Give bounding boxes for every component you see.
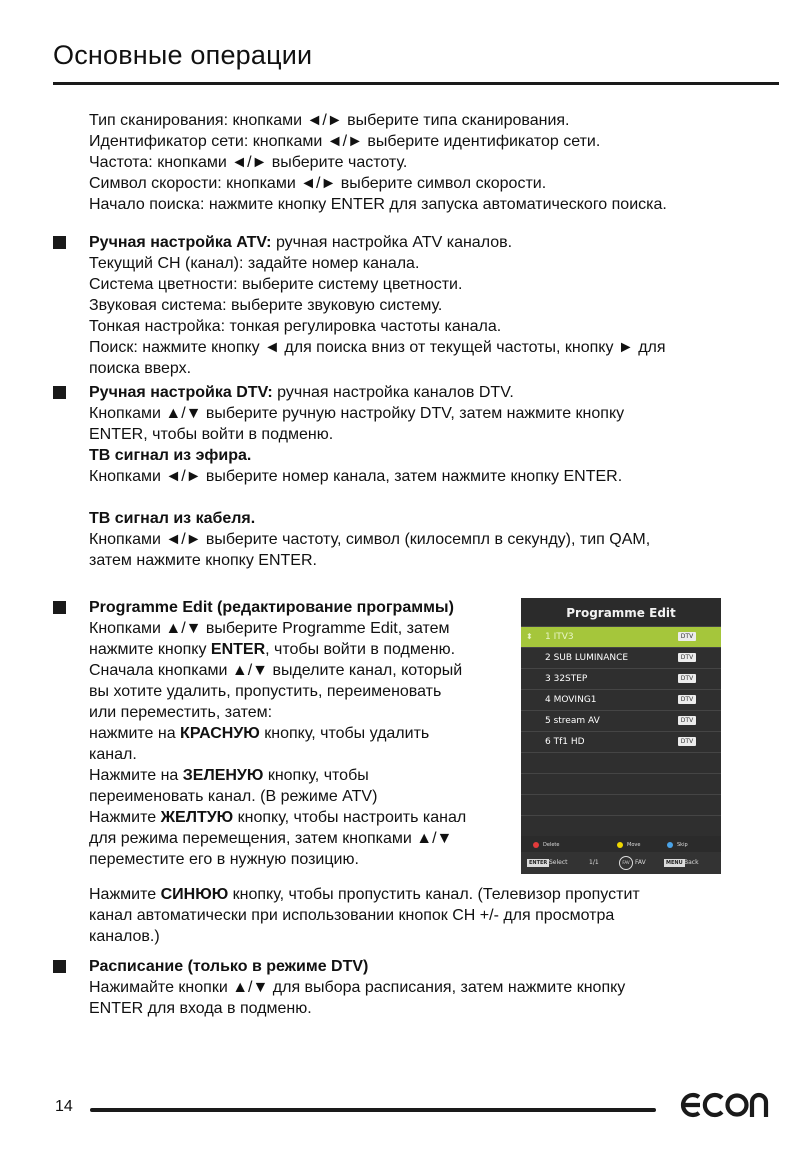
edit-line: или переместить, затем: <box>89 704 273 721</box>
econ-logo <box>679 1087 771 1123</box>
enter-key-text: ENTER <box>210 641 266 658</box>
footer-divider <box>90 1108 656 1112</box>
updown-arrow-icon: ⬍ <box>526 632 533 641</box>
edit-text: кнопку, чтобы <box>263 767 369 784</box>
edit-continued <box>89 884 749 947</box>
dtv-line: Кнопками ▲/▼ выберите ручную настройку DTV, затем нажмите кнопку <box>89 405 625 422</box>
dtv-heading: Ручная настройка DTV: <box>89 384 273 401</box>
channel-name: 4 MOVING1 <box>545 695 597 705</box>
red-dot-icon <box>533 842 539 848</box>
edit-line: Сначала кнопками ▲/▼ выделите канал, который <box>89 662 463 679</box>
cable-title: ТВ сигнал из кабеля. <box>89 510 256 527</box>
dtv-badge: DTV <box>678 716 696 725</box>
edit-heading: Programme Edit (редактирование программы) <box>89 599 454 616</box>
intro-line: Символ скорости: кнопками ◄/► выберите символ скорости. <box>89 175 547 192</box>
atv-line: Поиск: нажмите кнопку ◄ для поиска вниз от текущей частоты, кнопку ► для <box>89 339 666 356</box>
edit-text: Нажмите на <box>89 767 183 784</box>
enter-key-icon: ENTER <box>529 860 548 866</box>
page-title: Основные операции <box>53 40 313 70</box>
edit-text: Нажмите <box>89 886 161 903</box>
atv-line: Текущий CH (канал): задайте номер канала. <box>89 255 420 272</box>
dtv-badge: DTV <box>678 695 696 704</box>
schedule-line: Нажимайте кнопки ▲/▼ для выбора расписания, затем нажмите кнопку <box>89 979 626 996</box>
edit-line: канал автоматически при использовании кнопок CH +/- для просмотра <box>89 907 615 924</box>
schedule-heading: Расписание (только в режиме DTV) <box>89 958 369 975</box>
atv-line: поиска вверх. <box>89 360 192 377</box>
atv-line: Тонкая настройка: тонкая регулировка частоты канала. <box>89 318 502 335</box>
back-hint: Back <box>684 859 699 866</box>
edit-line: вы хотите удалить, пропустить, переименовать <box>89 683 442 700</box>
empty-row <box>521 752 721 773</box>
nav-key-bar <box>521 852 721 874</box>
tv-menu-title: Programme Edit <box>521 598 721 626</box>
air-title: ТВ сигнал из эфира. <box>89 447 252 464</box>
edit-text: кнопку, чтобы удалить <box>259 725 430 742</box>
dtv-badge: DTV <box>678 737 696 746</box>
red-button-text: КРАСНУЮ <box>180 725 260 742</box>
move-hint: Move <box>627 842 641 848</box>
channel-row <box>521 689 721 710</box>
atv-heading-rest: ручная настройка ATV каналов. <box>271 234 513 251</box>
cable-line: затем нажмите кнопку ENTER. <box>89 552 317 569</box>
bullet-square <box>53 386 66 399</box>
edit-text: , чтобы войти в подменю. <box>265 641 456 658</box>
dtv-badge: DTV <box>678 653 696 662</box>
fav-hint: FAV <box>635 859 646 866</box>
empty-row <box>521 794 721 815</box>
intro-line: Частота: кнопками ◄/► выберите частоту. <box>89 154 408 171</box>
intro-line: Начало поиска: нажмите кнопку ENTER для запуска автоматического поиска. <box>89 196 667 213</box>
edit-line: Кнопками ▲/▼ выберите Programme Edit, затем <box>89 620 450 637</box>
edit-text: кнопку, чтобы настроить канал <box>233 809 467 826</box>
edit-text: нажмите кнопку <box>89 641 211 658</box>
yellow-button-text: ЖЕЛТУЮ <box>160 809 234 826</box>
intro-block <box>89 110 749 215</box>
edit-section <box>89 597 514 870</box>
bullet-square <box>53 960 66 973</box>
menu-key-icon: MENU <box>666 860 683 866</box>
intro-line: Идентификатор сети: кнопками ◄/► выберите идентификатор сети. <box>89 133 601 150</box>
dtv-line: ENTER, чтобы войти в подменю. <box>89 426 334 443</box>
skip-hint: Skip <box>677 842 688 848</box>
channel-row <box>521 731 721 752</box>
edit-line: переместите его в нужную позицию. <box>89 851 359 868</box>
title-divider <box>53 82 779 85</box>
programme-edit-screenshot <box>521 598 721 874</box>
schedule-section <box>89 956 749 1019</box>
color-key-bar <box>521 838 721 852</box>
edit-line: канал. <box>89 746 137 763</box>
channel-name: 6 Tf1 HD <box>545 737 585 747</box>
channel-name: 1 ITV3 <box>545 632 574 642</box>
page-indicator: 1/1 <box>589 859 599 866</box>
bullet-square <box>53 236 66 249</box>
edit-line: переименовать канал. (В режиме ATV) <box>89 788 378 805</box>
channel-row <box>521 668 721 689</box>
edit-line: для режима перемещения, затем кнопками ▲/▼ <box>89 830 453 847</box>
empty-row <box>521 815 721 836</box>
channel-row <box>521 710 721 731</box>
channel-row <box>521 626 721 647</box>
channel-name: 2 SUB LUMINANCE <box>545 653 629 663</box>
edit-text: Нажмите <box>89 809 161 826</box>
bullet-square <box>53 601 66 614</box>
atv-section <box>89 232 749 379</box>
yellow-dot-icon <box>617 842 623 848</box>
schedule-line: ENTER для входа в подменю. <box>89 1000 312 1017</box>
dtv-badge: DTV <box>678 674 696 683</box>
atv-line: Звуковая система: выберите звуковую систему. <box>89 297 443 314</box>
empty-row <box>521 773 721 794</box>
blue-dot-icon <box>667 842 673 848</box>
channel-list <box>521 626 721 836</box>
intro-line: Тип сканирования: кнопками ◄/► выберите типа сканирования. <box>89 112 570 129</box>
fav-key-icon: FAV <box>619 856 633 870</box>
channel-name: 3 32STEP <box>545 674 588 684</box>
green-button-text: ЗЕЛЕНУЮ <box>182 767 264 784</box>
atv-line: Система цветности: выберите систему цветности. <box>89 276 463 293</box>
cable-line: Кнопками ◄/► выберите частоту, символ (килосемпл в секунду), тип QAM, <box>89 531 651 548</box>
dtv-heading-rest: ручная настройка каналов DTV. <box>272 384 514 401</box>
page-number: 14 <box>55 1098 73 1115</box>
blue-button-text: СИНЮЮ <box>160 886 229 903</box>
channel-row <box>521 647 721 668</box>
dtv-section <box>89 382 749 571</box>
air-text: Кнопками ◄/► выберите номер канала, затем нажмите кнопку ENTER. <box>89 468 623 485</box>
channel-name: 5 stream AV <box>545 716 600 726</box>
edit-line: каналов.) <box>89 928 160 945</box>
atv-heading: Ручная настройка ATV: <box>89 234 272 251</box>
dtv-badge: DTV <box>678 632 696 641</box>
edit-text: кнопку, чтобы пропустить канал. (Телевизор пропустит <box>228 886 640 903</box>
edit-text: нажмите на <box>89 725 181 742</box>
select-hint: Select <box>549 859 568 866</box>
delete-hint: Delete <box>543 842 560 848</box>
